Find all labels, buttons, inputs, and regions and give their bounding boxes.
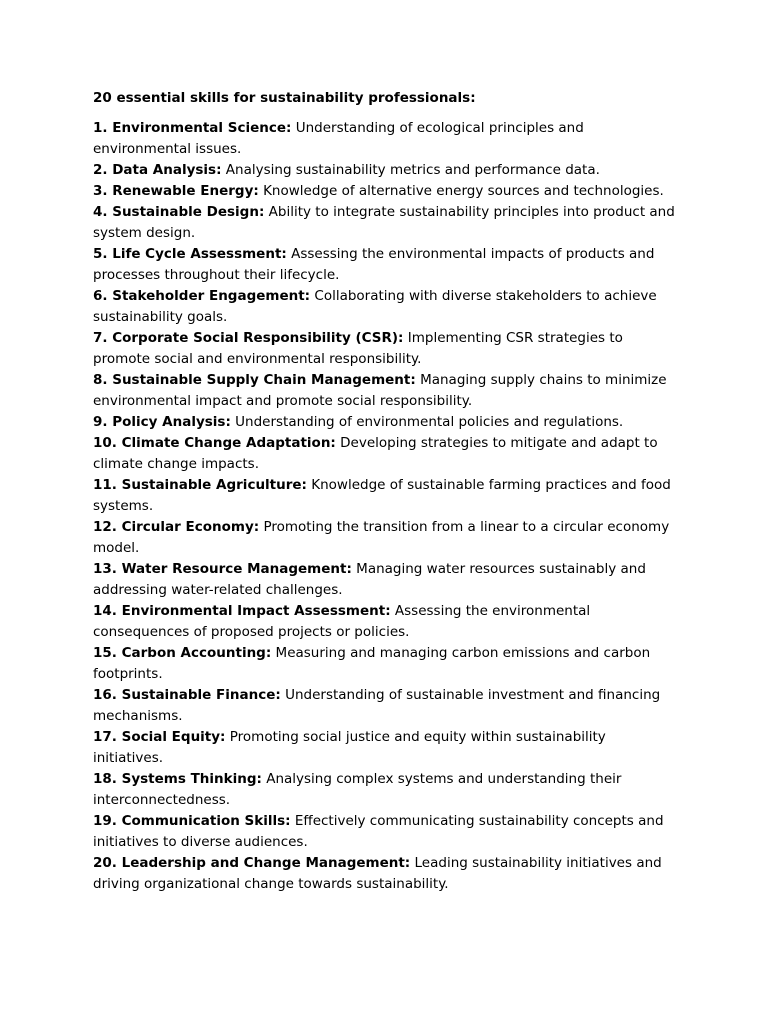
skill-item <box>93 370 678 412</box>
skill-term: 11. Sustainable Agriculture: <box>93 477 307 493</box>
skill-item <box>93 118 678 160</box>
skill-term: 12. Circular Economy: <box>93 519 260 535</box>
skill-description: Analysing complex systems and understanding their interconnectedness. <box>93 771 622 808</box>
skill-term: 5. Life Cycle Assessment: <box>93 246 287 262</box>
skill-item <box>93 412 678 433</box>
skill-term: 20. Leadership and Change Management: <box>93 855 411 871</box>
skill-item <box>93 328 678 370</box>
skill-term: 14. Environmental Impact Assessment: <box>93 603 391 619</box>
skill-description: Understanding of sustainable investment and financing mechanisms. <box>93 687 661 724</box>
skill-term: 3. Renewable Energy: <box>93 183 259 199</box>
skill-description: Knowledge of sustainable farming practices and food systems. <box>93 477 671 514</box>
skill-item <box>93 685 678 727</box>
skill-term: 2. Data Analysis: <box>93 162 222 178</box>
skill-term: 15. Carbon Accounting: <box>93 645 272 661</box>
skill-term: 7. Corporate Social Responsibility (CSR): <box>93 330 404 346</box>
skill-description: Ability to integrate sustainability principles into product and system design. <box>93 204 675 241</box>
skill-item <box>93 643 678 685</box>
skill-term: 16. Sustainable Finance: <box>93 687 281 703</box>
skill-description: Assessing the environmental consequences of proposed projects or policies. <box>93 603 591 640</box>
skill-description: Understanding of ecological principles and environmental issues. <box>93 120 584 157</box>
skill-item <box>93 181 678 202</box>
skill-item <box>93 202 678 244</box>
skills-list <box>93 118 678 895</box>
skill-description: Assessing the environmental impacts of products and processes throughout their lifecycle. <box>93 246 655 283</box>
skill-item <box>93 727 678 769</box>
document-page <box>93 88 678 895</box>
skill-term: 13. Water Resource Management: <box>93 561 352 577</box>
skill-description: Collaborating with diverse stakeholders to achieve sustainability goals. <box>93 288 657 325</box>
skill-description: Promoting social justice and equity within sustainability initiatives. <box>93 729 606 766</box>
skill-item <box>93 811 678 853</box>
skill-description: Effectively communicating sustainability concepts and initiatives to diverse audiences. <box>93 813 664 850</box>
skill-item <box>93 769 678 811</box>
skill-term: 6. Stakeholder Engagement: <box>93 288 311 304</box>
skill-item <box>93 286 678 328</box>
skill-description: Analysing sustainability metrics and performance data. <box>225 162 600 178</box>
skill-description: Implementing CSR strategies to promote social and environmental responsibility. <box>93 330 623 367</box>
skill-term: 4. Sustainable Design: <box>93 204 265 220</box>
skill-item <box>93 601 678 643</box>
skill-term: 19. Communication Skills: <box>93 813 291 829</box>
skill-description: Leading sustainability initiatives and driving organizational change towards sustainability. <box>93 855 662 892</box>
skill-term: 9. Policy Analysis: <box>93 414 231 430</box>
skill-item <box>93 160 678 181</box>
skill-item <box>93 853 678 895</box>
skill-description: Managing water resources sustainably and addressing water-related challenges. <box>93 561 646 598</box>
skill-description: Promoting the transition from a linear to a circular economy model. <box>93 519 670 556</box>
skill-term: 1. Environmental Science: <box>93 120 292 136</box>
skill-item <box>93 517 678 559</box>
skill-item <box>93 244 678 286</box>
skill-description: Developing strategies to mitigate and adapt to climate change impacts. <box>93 435 658 472</box>
skill-description: Managing supply chains to minimize environmental impact and promote social responsibility. <box>93 372 667 409</box>
skill-term: 18. Systems Thinking: <box>93 771 262 787</box>
skill-term: 8. Sustainable Supply Chain Management: <box>93 372 416 388</box>
skill-item <box>93 475 678 517</box>
document-heading: 20 essential skills for sustainability professionals: <box>93 90 476 106</box>
skill-description: Measuring and managing carbon emissions and carbon footprints. <box>93 645 651 682</box>
skill-item <box>93 559 678 601</box>
skill-item <box>93 433 678 475</box>
skill-term: 17. Social Equity: <box>93 729 226 745</box>
skill-description: Understanding of environmental policies and regulations. <box>235 414 624 430</box>
skill-description: Knowledge of alternative energy sources and technologies. <box>263 183 664 199</box>
skill-term: 10. Climate Change Adaptation: <box>93 435 336 451</box>
